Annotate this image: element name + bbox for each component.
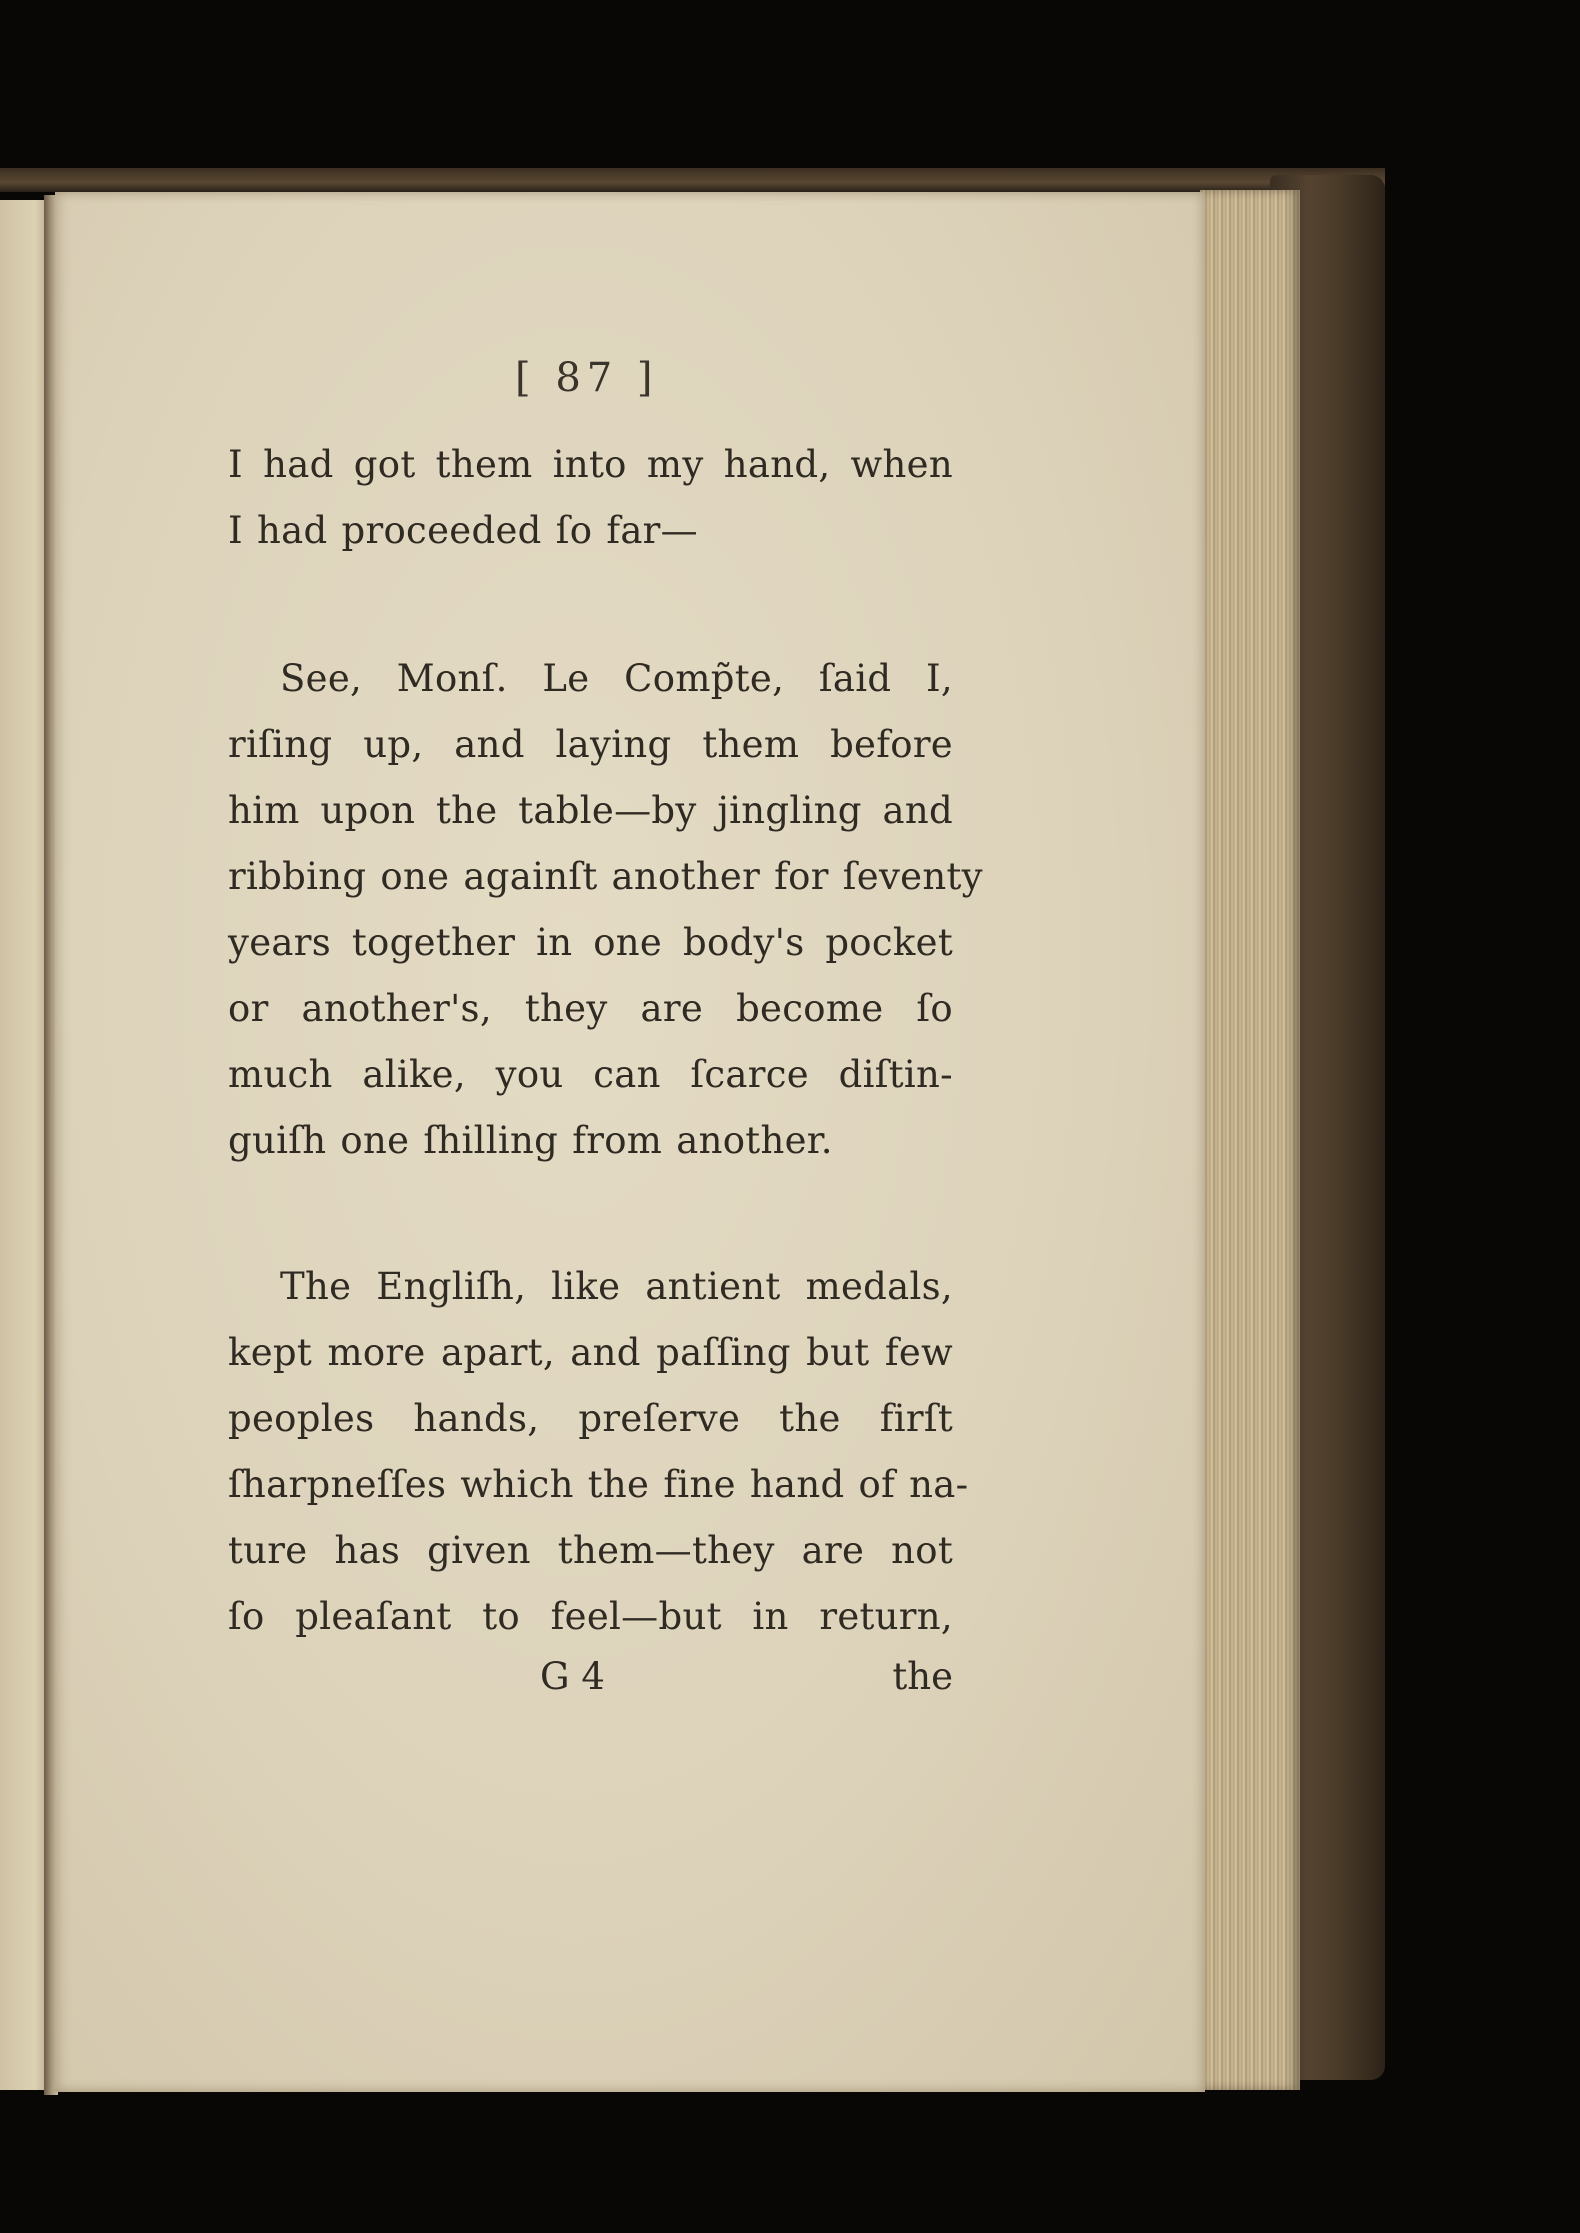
text-line: kept more apart, and paſſing but few [228, 1331, 953, 1374]
paragraph-3 [228, 1254, 969, 1650]
book-cover-top-edge [0, 168, 1385, 192]
text-line: I had proceeded ſo far— [228, 509, 698, 552]
text-line: ſharpneſſes which the fine hand of na- [228, 1463, 969, 1506]
left-page-sliver [0, 200, 50, 2090]
signature-mark: G 4 [540, 1655, 605, 1698]
text-line: years together in one body's pocket [228, 921, 953, 964]
text-line: See, Monſ. Le Comp̃te, ſaid I, [280, 657, 953, 700]
text-line: riſing up, and laying them before [228, 723, 953, 766]
text-line: him upon the table—by jingling and [228, 789, 953, 832]
page-edges [1200, 190, 1300, 2090]
page-number: [ 87 ] [515, 355, 659, 401]
text-line: guiſh one ſhilling from another. [228, 1119, 833, 1162]
text-line: The Engliſh, like antient medals, [280, 1265, 953, 1308]
text-line: ribbing one againſt another for ſeventy [228, 855, 983, 898]
text-line: or another's, they are become ſo [228, 987, 953, 1030]
paragraph-2 [228, 646, 983, 1174]
page-footer [228, 1644, 953, 1710]
paragraph-1 [228, 432, 953, 564]
text-line: much alike, you can ſcarce diſtin- [228, 1053, 953, 1096]
text-line: ture has given them—they are not [228, 1529, 953, 1572]
text-line: ſo pleaſant to feel—but in return, [228, 1595, 953, 1638]
text-line: peoples hands, preſerve the firſt [228, 1397, 953, 1440]
catchword: the [892, 1655, 953, 1698]
text-line: I had got them into my hand, when [228, 443, 953, 486]
